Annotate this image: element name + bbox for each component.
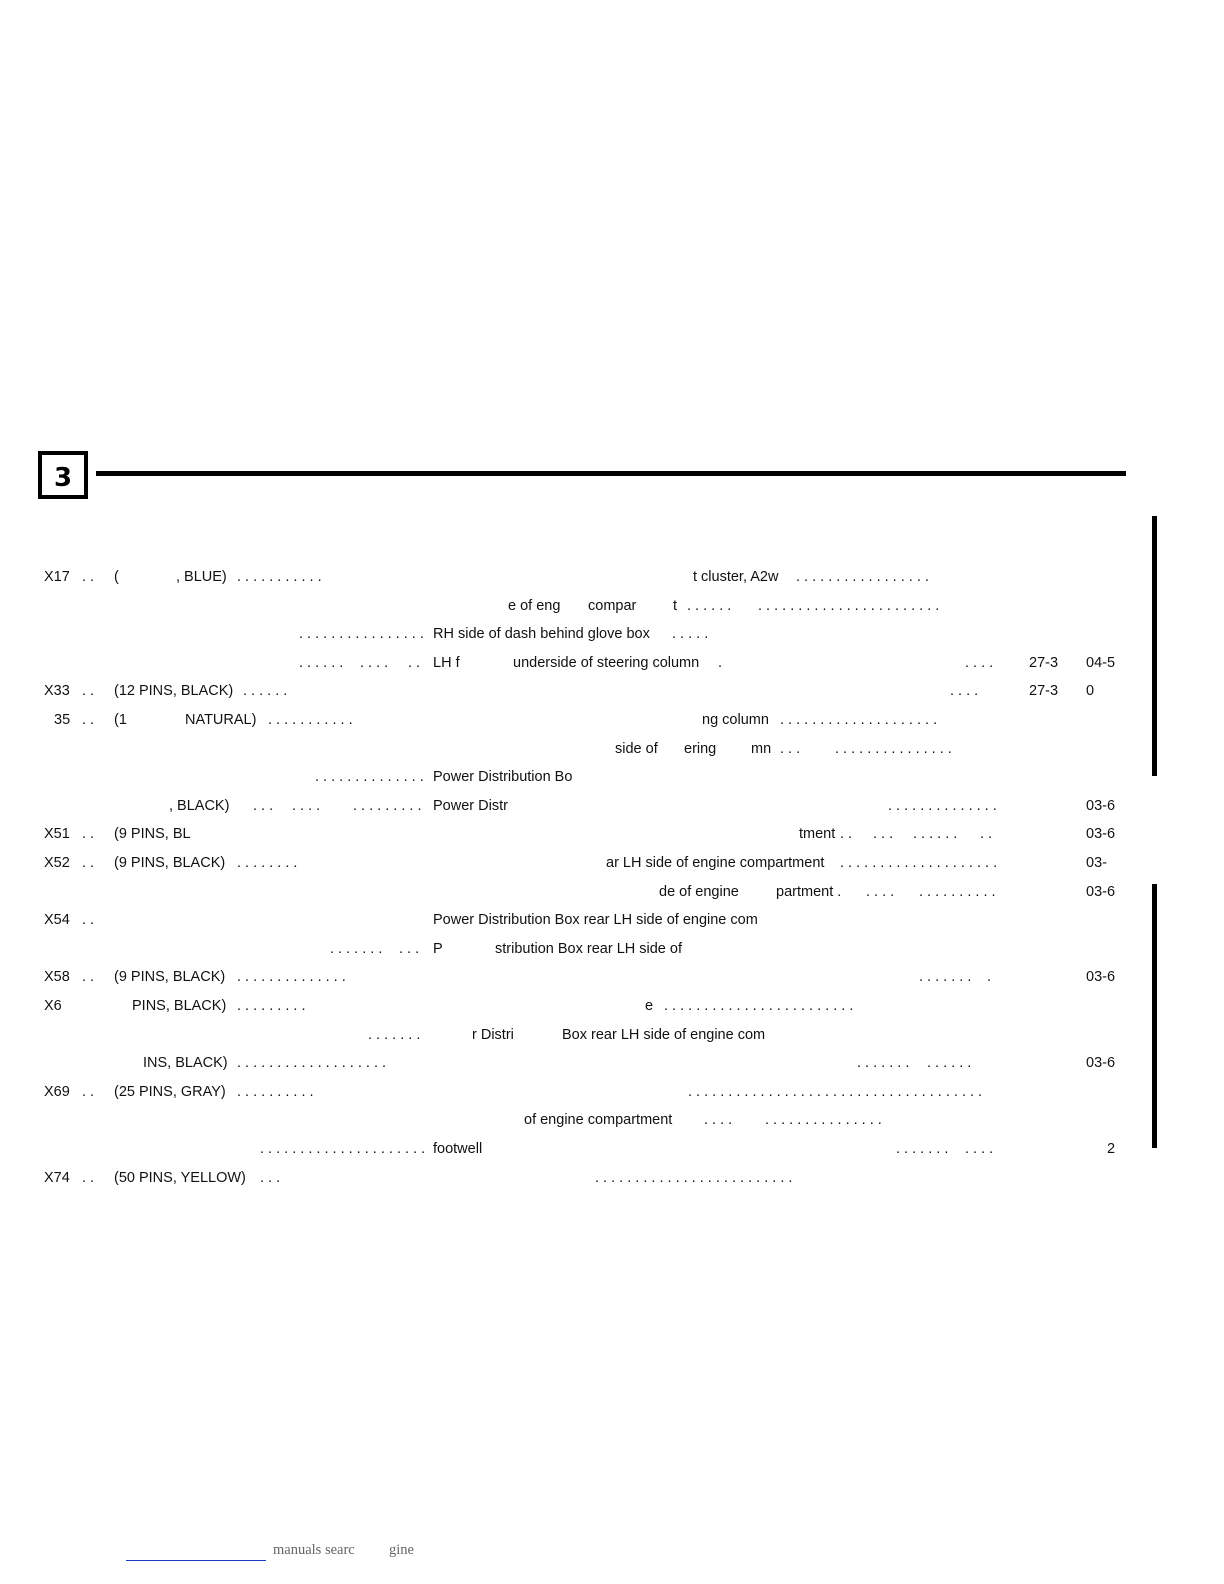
index-text: 03-6 [1086,969,1116,985]
index-text: . . . . [965,1141,994,1157]
index-text: . . . . . . . . . . . [268,712,353,728]
index-text: X51 [44,826,70,842]
index-text: stribution Box rear LH side of [495,941,682,957]
index-text: t cluster, A2w [693,569,779,585]
index-text: INS, BLACK) [143,1055,228,1071]
index-text: . . . [873,826,894,842]
index-text: 03-6 [1086,798,1116,814]
index-text: compar [588,598,637,614]
index-text: X54 [44,912,70,928]
index-text: . . . . [704,1112,733,1128]
index-text: (9 PINS, BLACK) [114,855,226,871]
index-text: . . . . . . [927,1055,972,1071]
index-text: (25 PINS, GRAY) [114,1084,226,1100]
index-text: r Distri [472,1027,514,1043]
index-text: tment [799,826,836,842]
index-text: . . . . . . . [330,941,383,957]
index-text: t [673,598,678,614]
index-text: . . . . . . . . . . . . . . . . [299,626,424,642]
index-text: . . . . . . . . . . . . . . . [835,741,952,757]
index-text: . . . . . . [913,826,958,842]
index-row [0,1025,1224,1045]
index-text: . . [408,655,421,671]
index-text: underside of steering column [513,655,700,671]
index-row [0,624,1224,644]
index-text: X74 [44,1170,70,1186]
index-text: . . . . . . . . . . . . . . [237,969,346,985]
index-row [0,567,1224,587]
index-text: . . . [780,741,801,757]
index-text: 35 [54,712,71,728]
index-text: 0 [1086,683,1095,699]
index-text: . . . . . . [687,598,732,614]
index-text: . . [980,826,993,842]
index-text: . . [82,855,95,871]
index-text: . . [82,1084,95,1100]
index-text: (9 PINS, BLACK) [114,969,226,985]
index-text: . . [840,826,853,842]
index-text: . . . . . . . . . . . . . . . . . . . . . . . . [664,998,854,1014]
index-text: 03-6 [1086,1055,1116,1071]
index-text: . . . . [360,655,389,671]
index-text: X52 [44,855,70,871]
index-text: . . . . . . . . . . . [237,569,322,585]
index-text: side of [615,741,658,757]
index-text: , BLUE) [176,569,227,585]
index-text: 03- [1086,855,1107,871]
index-text: . . [82,569,95,585]
index-text: e of eng [508,598,561,614]
index-text: . . . . . . . [919,969,972,985]
index-text: . . . . [866,884,895,900]
index-text: . . . . . . . [896,1141,949,1157]
index-text: . . . . . . . . . . . . . . . . . . . . [840,855,998,871]
index-row [0,882,1224,902]
index-text: 03-6 [1086,826,1116,842]
index-text: X69 [44,1084,70,1100]
index-text: . . [82,1170,95,1186]
index-text: Box rear LH side of engine com [562,1027,766,1043]
index-text: of engine compartment [524,1112,673,1128]
index-text: . . . . . . . . . . . . . . . . . . . . . . . . . [595,1170,793,1186]
index-text: . . . . . . . . . . . . . . . . . . . . [780,712,938,728]
index-text: . . . . . . [243,683,288,699]
index-text: . . . [399,941,420,957]
footer-text: manuals searc [273,1542,355,1558]
index-row [0,796,1224,816]
index-text: NATURAL) [185,712,257,728]
index-text: . . . . [950,683,979,699]
index-text: ar LH side of engine compartment [606,855,825,871]
index-text: ering [684,741,717,757]
index-text: . . . . . . . [857,1055,910,1071]
index-text: . . [82,712,95,728]
index-text: Power Distribution Bo [433,769,573,785]
index-text: . . . . [965,655,994,671]
index-text: footwell [433,1141,483,1157]
index-text: . . [82,683,95,699]
index-text: . . . . . . . . . . [919,884,996,900]
index-text: (1 [114,712,127,728]
index-text: X58 [44,969,70,985]
index-text: . . . . . . . . . . . . . . [888,798,997,814]
index-text: ( [114,569,119,585]
index-row [0,710,1224,730]
index-text: X6 [44,998,62,1014]
index-text: P [433,941,443,957]
index-text: . . . . . . . . . . . . . . . . . . . [237,1055,387,1071]
index-text: e [645,998,654,1014]
section-number: 3 [53,463,73,493]
index-row [0,1053,1224,1073]
index-text: . . [82,969,95,985]
index-row [0,939,1224,959]
index-text: . . . . . . . . . [353,798,422,814]
index-text: , BLACK) [169,798,230,814]
index-text: partment . [776,884,842,900]
index-row [0,1082,1224,1102]
index-row [0,824,1224,844]
index-text: PINS, BLACK) [132,998,227,1014]
index-text: 27-3 [1029,683,1059,699]
index-text: Power Distr [433,798,508,814]
index-row [0,767,1224,787]
footer-text: gine [389,1542,414,1558]
index-text: Power Distribution Box rear LH side of engine com [433,912,758,928]
index-row [0,967,1224,987]
index-text: . . [82,826,95,842]
index-text: (12 PINS, BLACK) [114,683,234,699]
index-text: X33 [44,683,70,699]
index-text: RH side of dash behind glove box [433,626,650,642]
index-row [0,996,1224,1016]
index-text: . . . . . [672,626,709,642]
index-text: . . . . . . . . . [237,998,306,1014]
index-row [0,739,1224,759]
footer-link[interactable] [126,1544,266,1561]
index-text: . [987,969,992,985]
index-text: . . . . . . . . . . . . . . [315,769,424,785]
index-text: . [718,655,723,671]
index-row [0,1168,1224,1188]
index-row [0,1139,1224,1159]
index-row [0,910,1224,930]
index-text: . . . . . . . . . . [237,1084,314,1100]
index-text: . . . . . . . . . . . . . . . . . . . . . . . [758,598,940,614]
index-text: X17 [44,569,70,585]
index-text: . . . [253,798,274,814]
index-text: 04-5 [1086,655,1116,671]
index-text: . . . . . . . . . . . . . . . . . [796,569,929,585]
index-text: ng column [702,712,769,728]
index-text: . . . . . . [299,655,344,671]
index-text: (50 PINS, YELLOW) [114,1170,246,1186]
index-text: 2 [1107,1141,1116,1157]
index-text: 03-6 [1086,884,1116,900]
index-text: LH f [433,655,460,671]
index-text: . . . . . . . . . . . . . . . . . . . . . [260,1141,426,1157]
index-text: . . . . . . . . [237,855,298,871]
index-row [0,653,1224,673]
index-text: (9 PINS, BL [114,826,191,842]
index-text: . . [82,912,95,928]
index-text: . . . [260,1170,281,1186]
index-row [0,1110,1224,1130]
index-text: . . . . [292,798,321,814]
index-text: . . . . . . . [368,1027,421,1043]
index-row [0,596,1224,616]
index-text: mn [751,741,772,757]
index-row [0,853,1224,873]
index-row [0,681,1224,701]
index-text: 27-3 [1029,655,1059,671]
index-text: . . . . . . . . . . . . . . . [765,1112,882,1128]
index-text: . . . . . . . . . . . . . . . . . . . . . . . . . . . . . . . . . . . . . [688,1084,983,1100]
index-text: de of engine [659,884,739,900]
